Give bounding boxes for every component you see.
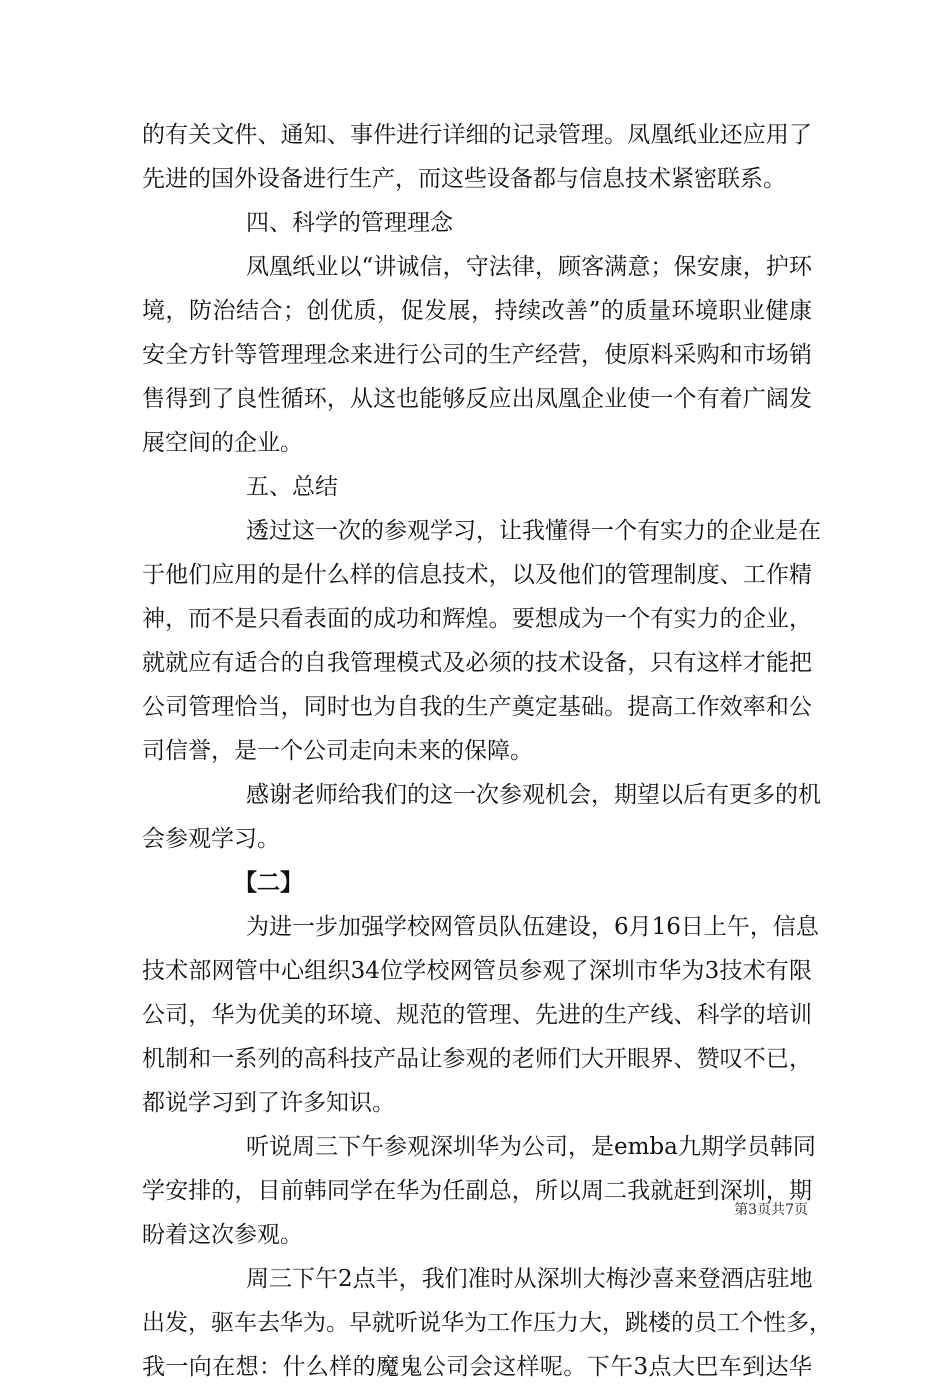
paragraph-line: 会参观学习。 bbox=[142, 826, 280, 852]
paragraph-line: 技术部网管中心组织34位学校网管员参观了深圳市华为3技术有限 bbox=[142, 958, 812, 984]
paragraph-line: 神，而不是只看表面的成功和辉煌。要想成为一个有实力的企业， bbox=[142, 606, 812, 632]
paragraph-line: 都说学习到了许多知识。 bbox=[142, 1090, 395, 1116]
paragraph-line: 盼着这次参观。 bbox=[142, 1222, 303, 1248]
paragraph-line: 展空间的企业。 bbox=[142, 430, 303, 456]
paragraph-line: 售得到了良性循环，从这也能够反应出凤凰企业使一个有着广阔发 bbox=[142, 386, 812, 412]
paragraph-line: 周三下午2点半，我们准时从深圳大梅沙喜来登酒店驻地 bbox=[246, 1266, 813, 1292]
paragraph-line: 透过这一次的参观学习，让我懂得一个有实力的企业是在 bbox=[246, 518, 821, 544]
paragraph-line: 于他们应用的是什么样的信息技术，以及他们的管理制度、工作精 bbox=[142, 562, 812, 588]
section-heading: 四、科学的管理理念 bbox=[246, 210, 453, 236]
paragraph-line: 学安排的，目前韩同学在华为任副总，所以周二我就赶到深圳，期 bbox=[142, 1178, 812, 1204]
page-number: 第3页共7页 bbox=[734, 1202, 808, 1218]
section-heading: 五、总结 bbox=[246, 474, 338, 500]
paragraph-line: 安全方针等管理理念来进行公司的生产经营，使原料采购和市场销 bbox=[142, 342, 812, 368]
paragraph-line: 听说周三下午参观深圳华为公司，是emba九期学员韩同 bbox=[246, 1134, 816, 1160]
paragraph-line: 凤凰纸业以“讲诚信，守法律，顾客满意；保安康，护环 bbox=[246, 254, 812, 280]
paragraph-line: 我一向在想：什么样的魔鬼公司会这样呢。下午3点大巴车到达华 bbox=[142, 1354, 812, 1380]
part-heading: 【二】 bbox=[234, 869, 303, 896]
paragraph-line: 先进的国外设备进行生产，而这些设备都与信息技术紧密联系。 bbox=[142, 166, 786, 192]
paragraph-line: 公司，华为优美的环境、规范的管理、先进的生产线、科学的培训 bbox=[142, 1002, 812, 1028]
paragraph-line: 感谢老师给我们的这一次参观机会，期望以后有更多的机 bbox=[246, 782, 821, 808]
document-body bbox=[142, 113, 832, 1389]
paragraph-line: 就就应有适合的自我管理模式及必须的技术设备，只有这样才能把 bbox=[142, 650, 812, 676]
paragraph-line: 为进一步加强学校网管员队伍建设，6月16日上午，信息 bbox=[246, 914, 819, 940]
paragraph-line: 境，防治结合；创优质，促发展，持续改善”的质量环境职业健康 bbox=[142, 298, 812, 324]
paragraph-line: 司信誉，是一个公司走向未来的保障。 bbox=[142, 738, 533, 764]
paragraph-line: 公司管理恰当，同时也为自我的生产奠定基础。提高工作效率和公 bbox=[142, 694, 812, 720]
paragraph-line: 机制和一系列的高科技产品让参观的老师们大开眼界、赞叹不已， bbox=[142, 1046, 812, 1072]
paragraph-line: 的有关文件、通知、事件进行详细的记录管理。凤凰纸业还应用了 bbox=[142, 122, 812, 148]
paragraph-line: 出发，驱车去华为。早就听说华为工作压力大，跳楼的员工个性多， bbox=[142, 1310, 832, 1336]
